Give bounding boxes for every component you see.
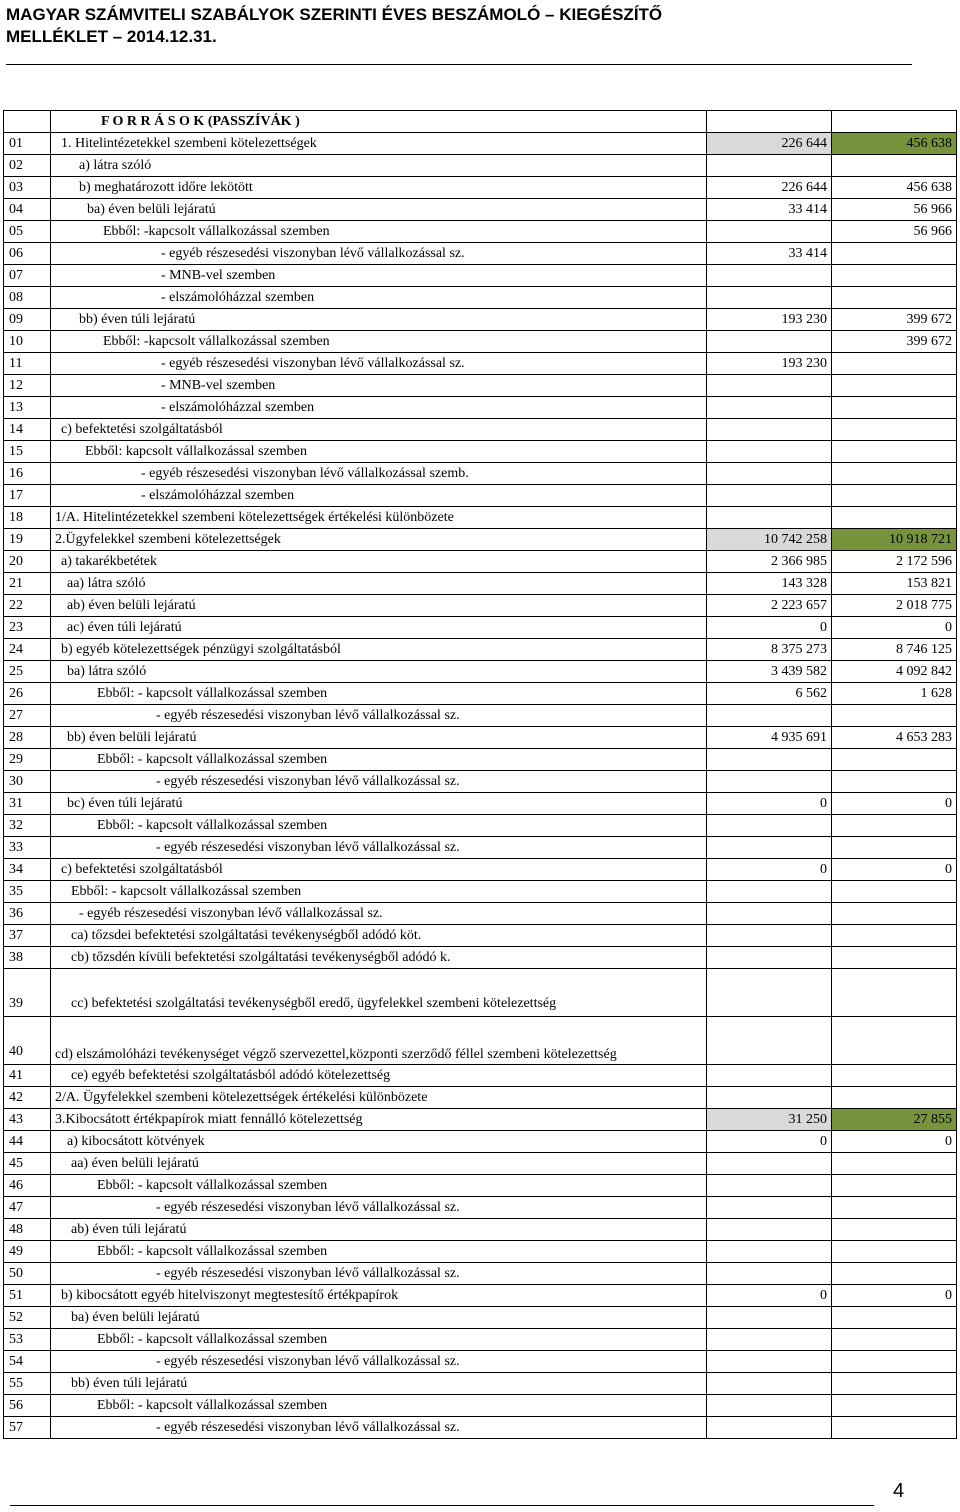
value-previous-year: 8 375 273: [707, 639, 832, 661]
value-previous-year: [707, 837, 832, 859]
row-description: aa) látra szóló: [51, 573, 707, 595]
row-number: 42: [4, 1087, 51, 1109]
section-header-row: [4, 111, 957, 133]
value-current-year: [832, 1307, 957, 1329]
header-value-cell-2: [832, 111, 957, 133]
value-previous-year: 193 230: [707, 309, 832, 331]
row-description: bb) éven belüli lejáratú: [51, 727, 707, 749]
table-row: [4, 1131, 957, 1153]
value-current-year: [832, 1153, 957, 1175]
row-description: - egyéb részesedési viszonyban lévő vállalkozással sz.: [51, 353, 707, 375]
row-description: ca) tőzsdei befektetési szolgáltatási tevékenységből adódó köt.: [51, 925, 707, 947]
value-previous-year: [707, 221, 832, 243]
value-previous-year: [707, 1065, 832, 1087]
row-description: ab) éven belüli lejáratú: [51, 595, 707, 617]
row-description: bb) éven túli lejáratú: [51, 309, 707, 331]
row-number: 08: [4, 287, 51, 309]
value-previous-year: [707, 1395, 832, 1417]
row-number: 11: [4, 353, 51, 375]
table-row: [4, 1065, 957, 1087]
value-previous-year: [707, 265, 832, 287]
row-number: 19: [4, 529, 51, 551]
table-row: [4, 265, 957, 287]
table-row: [4, 353, 957, 375]
table-row: [4, 749, 957, 771]
row-number: 27: [4, 705, 51, 727]
value-previous-year: [707, 903, 832, 925]
value-current-year: 456 638: [832, 133, 957, 155]
row-description: cc) befektetési szolgáltatási tevékenységből eredő, ügyfelekkel szembeni kötelezettség: [51, 969, 707, 1017]
table-row: [4, 199, 957, 221]
value-current-year: [832, 243, 957, 265]
row-number: 38: [4, 947, 51, 969]
value-previous-year: 0: [707, 793, 832, 815]
table-row: [4, 617, 957, 639]
row-description: - egyéb részesedési viszonyban lévő vállalkozással sz.: [51, 771, 707, 793]
row-description: Ebből: - kapcsolt vállalkozással szemben: [51, 749, 707, 771]
value-current-year: [832, 969, 957, 1017]
value-current-year: [832, 837, 957, 859]
row-description: ce) egyéb befektetési szolgáltatásból adódó kötelezettség: [51, 1065, 707, 1087]
value-current-year: 4 653 283: [832, 727, 957, 749]
row-number: 17: [4, 485, 51, 507]
table-row: [4, 1109, 957, 1131]
table-row: [4, 397, 957, 419]
value-previous-year: 226 644: [707, 177, 832, 199]
value-previous-year: [707, 419, 832, 441]
row-number: 15: [4, 441, 51, 463]
value-current-year: [832, 1395, 957, 1417]
value-previous-year: 226 644: [707, 133, 832, 155]
value-current-year: [832, 1197, 957, 1219]
row-number: 12: [4, 375, 51, 397]
table-row: [4, 859, 957, 881]
value-current-year: [832, 1175, 957, 1197]
row-number: 49: [4, 1241, 51, 1263]
value-current-year: [832, 485, 957, 507]
value-previous-year: [707, 331, 832, 353]
value-current-year: [832, 155, 957, 177]
row-description: Ebből: - kapcsolt vállalkozással szemben: [51, 815, 707, 837]
row-number: 34: [4, 859, 51, 881]
value-previous-year: 3 439 582: [707, 661, 832, 683]
row-description: ab) éven túli lejáratú: [51, 1219, 707, 1241]
row-number: 01: [4, 133, 51, 155]
value-current-year: [832, 265, 957, 287]
row-number: 33: [4, 837, 51, 859]
row-number: 31: [4, 793, 51, 815]
value-current-year: [832, 1017, 957, 1065]
table-row: [4, 815, 957, 837]
value-current-year: [832, 397, 957, 419]
value-current-year: [832, 1087, 957, 1109]
value-current-year: 10 918 721: [832, 529, 957, 551]
value-previous-year: [707, 1175, 832, 1197]
table-row: [4, 375, 957, 397]
value-current-year: 399 672: [832, 309, 957, 331]
title-divider: [6, 64, 912, 65]
row-description: 1. Hitelintézetekkel szembeni kötelezettségek: [51, 133, 707, 155]
row-number: 09: [4, 309, 51, 331]
value-current-year: [832, 441, 957, 463]
value-current-year: [832, 1065, 957, 1087]
row-number: 21: [4, 573, 51, 595]
row-number: 50: [4, 1263, 51, 1285]
row-description: a) látra szóló: [51, 155, 707, 177]
table-row: [4, 903, 957, 925]
value-current-year: 4 092 842: [832, 661, 957, 683]
table-row: [4, 1153, 957, 1175]
value-previous-year: [707, 397, 832, 419]
value-current-year: [832, 705, 957, 727]
table-row: [4, 1351, 957, 1373]
row-number: 43: [4, 1109, 51, 1131]
row-description: 3.Kibocsátott értékpapírok miatt fennálló kötelezettség: [51, 1109, 707, 1131]
table-row: [4, 1219, 957, 1241]
table-row: [4, 1017, 957, 1065]
row-description: - MNB-vel szemben: [51, 265, 707, 287]
value-previous-year: 0: [707, 1285, 832, 1307]
value-current-year: 8 746 125: [832, 639, 957, 661]
value-previous-year: [707, 1307, 832, 1329]
row-number: 29: [4, 749, 51, 771]
value-previous-year: 0: [707, 859, 832, 881]
value-current-year: 56 966: [832, 221, 957, 243]
row-number: 18: [4, 507, 51, 529]
table-row: [4, 1417, 957, 1439]
value-previous-year: 31 250: [707, 1109, 832, 1131]
table-row: [4, 551, 957, 573]
value-current-year: 27 855: [832, 1109, 957, 1131]
table-row: [4, 573, 957, 595]
title-line-1: MAGYAR SZÁMVITELI SZABÁLYOK SZERINTI ÉVES BESZÁMOLÓ – KIEGÉSZÍTŐ: [6, 5, 663, 24]
row-number: 04: [4, 199, 51, 221]
row-description: a) kibocsátott kötvények: [51, 1131, 707, 1153]
footer-divider: [10, 1505, 874, 1506]
row-number: 41: [4, 1065, 51, 1087]
value-current-year: [832, 353, 957, 375]
value-current-year: [832, 1241, 957, 1263]
row-description: 2/A. Ügyfelekkel szembeni kötelezettségek értékelési különbözete: [51, 1087, 707, 1109]
table-row: [4, 639, 957, 661]
value-current-year: 1 628: [832, 683, 957, 705]
row-number: 40: [4, 1017, 51, 1065]
value-current-year: 399 672: [832, 331, 957, 353]
row-description: cd) elszámolóházi tevékenységet végző szervezettel,központi szerződő féllel szembeni kötelezettség: [51, 1017, 707, 1065]
row-description: - egyéb részesedési viszonyban lévő vállalkozással sz.: [51, 1351, 707, 1373]
row-number: 48: [4, 1219, 51, 1241]
row-number: 55: [4, 1373, 51, 1395]
value-previous-year: [707, 1017, 832, 1065]
table-row: [4, 419, 957, 441]
row-description: cb) tőzsdén kívüli befektetési szolgáltatási tevékenységből adódó k.: [51, 947, 707, 969]
value-previous-year: [707, 969, 832, 1017]
value-current-year: [832, 925, 957, 947]
value-previous-year: [707, 749, 832, 771]
table-row: [4, 287, 957, 309]
value-current-year: [832, 771, 957, 793]
value-previous-year: [707, 881, 832, 903]
table-row: [4, 1285, 957, 1307]
value-previous-year: [707, 947, 832, 969]
value-current-year: 56 966: [832, 199, 957, 221]
row-description: 1/A. Hitelintézetekkel szembeni kötelezettségek értékelési különbözete: [51, 507, 707, 529]
value-previous-year: 10 742 258: [707, 529, 832, 551]
row-description: bb) éven túli lejáratú: [51, 1373, 707, 1395]
row-number: 03: [4, 177, 51, 199]
value-previous-year: 2 366 985: [707, 551, 832, 573]
table-row: [4, 1263, 957, 1285]
value-current-year: [832, 1417, 957, 1439]
row-description: ba) éven belüli lejáratú: [51, 1307, 707, 1329]
row-description: - MNB-vel szemben: [51, 375, 707, 397]
table-row: [4, 529, 957, 551]
row-number: 22: [4, 595, 51, 617]
row-number: 39: [4, 969, 51, 1017]
value-current-year: [832, 1329, 957, 1351]
table-row: [4, 771, 957, 793]
value-previous-year: [707, 705, 832, 727]
value-previous-year: 4 935 691: [707, 727, 832, 749]
table-row: [4, 683, 957, 705]
row-number: 10: [4, 331, 51, 353]
row-number: 05: [4, 221, 51, 243]
value-previous-year: [707, 925, 832, 947]
row-description: Ebből: - kapcsolt vállalkozással szemben: [51, 1241, 707, 1263]
row-description: ac) éven túli lejáratú: [51, 617, 707, 639]
row-number: 56: [4, 1395, 51, 1417]
row-number: 07: [4, 265, 51, 287]
row-number: 23: [4, 617, 51, 639]
table-row: [4, 155, 957, 177]
table-row: [4, 309, 957, 331]
value-current-year: 0: [832, 1285, 957, 1307]
table-row: [4, 133, 957, 155]
value-previous-year: 2 223 657: [707, 595, 832, 617]
value-previous-year: [707, 771, 832, 793]
value-current-year: [832, 463, 957, 485]
table-body: [4, 111, 957, 1439]
row-number: 37: [4, 925, 51, 947]
table-row: [4, 947, 957, 969]
table-row: [4, 969, 957, 1017]
value-previous-year: [707, 1087, 832, 1109]
row-number: 24: [4, 639, 51, 661]
row-number: 16: [4, 463, 51, 485]
row-description: ba) éven belüli lejáratú: [51, 199, 707, 221]
value-previous-year: [707, 1219, 832, 1241]
row-description: Ebből: - kapcsolt vállalkozással szemben: [51, 1329, 707, 1351]
value-current-year: 456 638: [832, 177, 957, 199]
value-previous-year: 33 414: [707, 199, 832, 221]
value-previous-year: [707, 463, 832, 485]
value-previous-year: [707, 507, 832, 529]
value-previous-year: [707, 815, 832, 837]
value-previous-year: [707, 1197, 832, 1219]
table-row: [4, 243, 957, 265]
row-description: Ebből: - kapcsolt vállalkozással szemben: [51, 881, 707, 903]
row-description: - egyéb részesedési viszonyban lévő vállalkozással sz.: [51, 1417, 707, 1439]
document-title: [6, 4, 946, 48]
row-description: Ebből: - kapcsolt vállalkozással szemben: [51, 683, 707, 705]
table-row: [4, 1329, 957, 1351]
value-current-year: [832, 287, 957, 309]
value-current-year: [832, 881, 957, 903]
row-description: - egyéb részesedési viszonyban lévő vállalkozással sz.: [51, 837, 707, 859]
row-description: b) meghatározott időre lekötött: [51, 177, 707, 199]
value-previous-year: [707, 1417, 832, 1439]
row-description: - egyéb részesedési viszonyban lévő vállalkozással sz.: [51, 243, 707, 265]
value-current-year: 2 018 775: [832, 595, 957, 617]
row-description: ba) látra szóló: [51, 661, 707, 683]
table-row: [4, 661, 957, 683]
value-previous-year: [707, 155, 832, 177]
row-number: 06: [4, 243, 51, 265]
row-description: - egyéb részesedési viszonyban lévő vállalkozással sz.: [51, 1263, 707, 1285]
row-description: - elszámolóházzal szemben: [51, 287, 707, 309]
row-number: 28: [4, 727, 51, 749]
row-description: - egyéb részesedési viszonyban lévő vállalkozással sz.: [51, 1197, 707, 1219]
liabilities-table: [3, 110, 957, 1439]
row-number: 13: [4, 397, 51, 419]
row-description: Ebből: -kapcsolt vállalkozással szemben: [51, 331, 707, 353]
table-row: [4, 485, 957, 507]
row-description: bc) éven túli lejáratú: [51, 793, 707, 815]
table-row: [4, 1307, 957, 1329]
row-number: 46: [4, 1175, 51, 1197]
row-number: 45: [4, 1153, 51, 1175]
value-previous-year: [707, 1373, 832, 1395]
row-number: 25: [4, 661, 51, 683]
value-previous-year: 143 328: [707, 573, 832, 595]
table-row: [4, 1087, 957, 1109]
value-previous-year: [707, 1263, 832, 1285]
value-current-year: 0: [832, 617, 957, 639]
row-number: 54: [4, 1351, 51, 1373]
value-current-year: [832, 749, 957, 771]
row-description: - elszámolóházzal szemben: [51, 485, 707, 507]
value-current-year: [832, 947, 957, 969]
table-row: [4, 1175, 957, 1197]
table-row: [4, 463, 957, 485]
value-current-year: [832, 375, 957, 397]
value-current-year: [832, 507, 957, 529]
table-row: [4, 595, 957, 617]
row-number: 26: [4, 683, 51, 705]
row-description: a) takarékbetétek: [51, 551, 707, 573]
value-current-year: [832, 903, 957, 925]
value-previous-year: 193 230: [707, 353, 832, 375]
row-description: b) egyéb kötelezettségek pénzügyi szolgáltatásból: [51, 639, 707, 661]
value-current-year: [832, 1351, 957, 1373]
row-description: - egyéb részesedési viszonyban lévő vállalkozással sz.: [51, 903, 707, 925]
row-description: Ebből: kapcsolt vállalkozással szemben: [51, 441, 707, 463]
row-number: 57: [4, 1417, 51, 1439]
table-row: [4, 331, 957, 353]
value-previous-year: [707, 1351, 832, 1373]
value-previous-year: 0: [707, 1131, 832, 1153]
table-row: [4, 837, 957, 859]
header-value-cell-1: [707, 111, 832, 133]
table-row: [4, 1395, 957, 1417]
value-current-year: [832, 1219, 957, 1241]
row-number: 47: [4, 1197, 51, 1219]
value-previous-year: 33 414: [707, 243, 832, 265]
row-description: 2.Ügyfelekkel szembeni kötelezettségek: [51, 529, 707, 551]
row-number: 53: [4, 1329, 51, 1351]
row-description: b) kibocsátott egyéb hitelviszonyt megtestesítő értékpapírok: [51, 1285, 707, 1307]
page-number: 4: [893, 1480, 905, 1502]
row-description: - elszámolóházzal szemben: [51, 397, 707, 419]
value-previous-year: [707, 1241, 832, 1263]
table-row: [4, 925, 957, 947]
value-current-year: 0: [832, 859, 957, 881]
table-row: [4, 221, 957, 243]
row-description: aa) éven belüli lejáratú: [51, 1153, 707, 1175]
row-description: Ebből: - kapcsolt vállalkozással szemben: [51, 1175, 707, 1197]
value-current-year: [832, 419, 957, 441]
row-number: 02: [4, 155, 51, 177]
table-row: [4, 1241, 957, 1263]
row-number: 44: [4, 1131, 51, 1153]
value-current-year: 0: [832, 793, 957, 815]
value-previous-year: [707, 485, 832, 507]
row-number: 51: [4, 1285, 51, 1307]
table-row: [4, 881, 957, 903]
value-current-year: [832, 1373, 957, 1395]
title-line-2: MELLÉKLET – 2014.12.31.: [6, 27, 217, 46]
section-title: F O R R Á S O K (PASSZÍVÁK ): [51, 111, 707, 133]
row-number: 20: [4, 551, 51, 573]
value-current-year: [832, 1263, 957, 1285]
table-row: [4, 441, 957, 463]
value-previous-year: [707, 1329, 832, 1351]
value-previous-year: [707, 375, 832, 397]
row-number: 52: [4, 1307, 51, 1329]
value-previous-year: [707, 1153, 832, 1175]
table-row: [4, 793, 957, 815]
row-number: 35: [4, 881, 51, 903]
row-number: 30: [4, 771, 51, 793]
value-current-year: [832, 815, 957, 837]
row-description: Ebből: - kapcsolt vállalkozással szemben: [51, 1395, 707, 1417]
row-description: c) befektetési szolgáltatásból: [51, 419, 707, 441]
row-description: - egyéb részesedési viszonyban lévő vállalkozással szemb.: [51, 463, 707, 485]
value-current-year: 2 172 596: [832, 551, 957, 573]
table-row: [4, 1197, 957, 1219]
value-current-year: 153 821: [832, 573, 957, 595]
value-previous-year: [707, 441, 832, 463]
row-number: 32: [4, 815, 51, 837]
value-current-year: 0: [832, 1131, 957, 1153]
table-row: [4, 1373, 957, 1395]
row-number: 14: [4, 419, 51, 441]
row-description: Ebből: -kapcsolt vállalkozással szemben: [51, 221, 707, 243]
value-previous-year: 0: [707, 617, 832, 639]
value-previous-year: 6 562: [707, 683, 832, 705]
header-num-cell: [4, 111, 51, 133]
table-row: [4, 177, 957, 199]
table-row: [4, 727, 957, 749]
row-number: 36: [4, 903, 51, 925]
value-previous-year: [707, 287, 832, 309]
table-row: [4, 705, 957, 727]
table-row: [4, 507, 957, 529]
row-description: - egyéb részesedési viszonyban lévő vállalkozással sz.: [51, 705, 707, 727]
row-description: c) befektetési szolgáltatásból: [51, 859, 707, 881]
